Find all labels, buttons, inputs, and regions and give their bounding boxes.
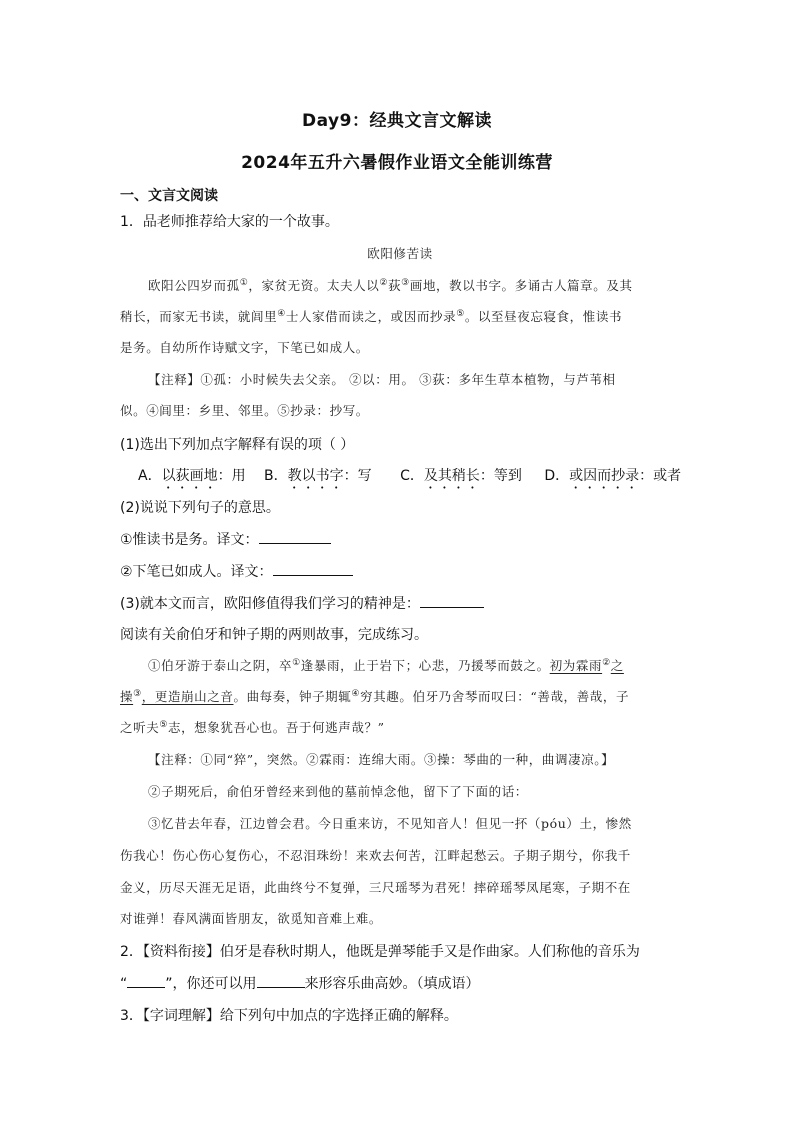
story2-part-3-line-2: 伤我心！伤心伤心复伤心，不忍泪珠纷！来欢去何苦，江畔起愁云。子期子期兮，你我千 [120, 848, 631, 863]
answer-blank-3[interactable] [420, 595, 484, 608]
story2-part-3-line-3: 金义，历尽天涯无足语，此曲终兮不复弹，三尺瑶琴为君死！摔碎瑶琴凤尾寒，子期不在 [120, 880, 631, 895]
question-2-line-2: “ ”，你还可以用 来形容乐曲高妙。（填成语） [120, 976, 480, 992]
option-b[interactable]: B．教以书字：写 [264, 468, 372, 484]
sub-question-3: (3)就本文而言，欧阳修值得我们学习的精神是： [120, 593, 680, 613]
question-1-intro: 1．品老师推荐给大家的一个故事。 [120, 214, 339, 230]
story2-part-3-line-4: 对谁弹！春风满面皆朋友，欲觅知音难上难。 [120, 911, 383, 926]
answer-blank-q2b[interactable] [257, 975, 305, 988]
story2-part-2: ②子期死后，俞伯牙曾经来到他的墓前悼念他，留下了下面的话： [148, 784, 528, 799]
story-line-1: 欧阳公四岁而孤①，家贫无资。太夫人以②荻③画地，教以书字。多诵古人篇章。及其 [148, 277, 633, 293]
answer-blank-q2a[interactable] [127, 975, 165, 988]
story2-line-2: 操③，更造崩山之音。曲每奏，钟子期辄④穷其趣。伯牙乃舍琴而叹曰：“善哉，善哉，子 [120, 688, 630, 704]
answer-blank-2a[interactable] [259, 531, 331, 544]
option-c[interactable]: C．及其稍长：等到 [400, 468, 522, 484]
story2-line-1: ①伯牙游于泰山之阴，卒①逢暴雨，止于岩下；心悲，乃援琴而鼓之。初为霖雨②之 [148, 657, 624, 673]
sub-question-2a: ①惟读书是务。译文： [120, 529, 680, 549]
story2-line-3: 之听夫⑤志，想象犹吾心也。吾于何逃声哉？” [120, 719, 385, 735]
option-a[interactable]: A．以荻画地：用 [138, 468, 246, 484]
notes-line-1: 【注释】①孤：小时候失去父亲。 ②以：用。 ③荻：多年生草本植物，与芦苇相 [148, 372, 616, 387]
sub-question-1: (1)选出下列加点字解释有误的项（ ） [120, 437, 355, 453]
sub-question-2: (2)说说下列句子的意思。 [120, 500, 280, 516]
page-title: Day9：经典文言文解读 [302, 111, 492, 131]
answer-blank-2b[interactable] [273, 563, 353, 576]
story2-notes: 【注释：①同“猝”，突然。②霖雨：连绵大雨。③操：琴曲的一种，曲调凄凉。】 [148, 752, 615, 767]
story-title: 欧阳修苦读 [367, 246, 433, 261]
reading-intro: 阅读有关俞伯牙和钟子期的两则故事，完成练习。 [120, 627, 428, 643]
question-3-line-1: 3．【字词理解】给下列句中加点的字选择正确的解释。 [120, 1008, 458, 1024]
story-line-2: 稍长，而家无书读，就闾里④士人家借而读之，或因而抄录⑤。以至昼夜忘寝食，惟读书 [120, 308, 623, 324]
section-heading: 一、文言文阅读 [120, 188, 218, 204]
option-d[interactable]: D．或因而抄录：或者 [544, 468, 682, 484]
page-subtitle: 2024年五升六暑假作业语文全能训练营 [241, 153, 553, 173]
question-2-line-1: 2．【资料衔接】伯牙是春秋时期人，他既是弹琴能手又是作曲家。人们称他的音乐为 [120, 944, 640, 960]
story2-part-3-line-1: ③忆昔去年春，江边曾会君。今日重来访，不见知音人！但见一抔（póu）土，惨然 [148, 816, 632, 831]
options-row [138, 465, 698, 492]
sub-question-2b: ②下笔已如成人。译文： [120, 561, 680, 581]
notes-line-2: 似。④闾里：乡里、邻里。⑤抄录：抄写。 [120, 403, 369, 418]
story-line-3: 是务。自幼所作诗赋文字，下笔已如成人。 [120, 340, 369, 355]
